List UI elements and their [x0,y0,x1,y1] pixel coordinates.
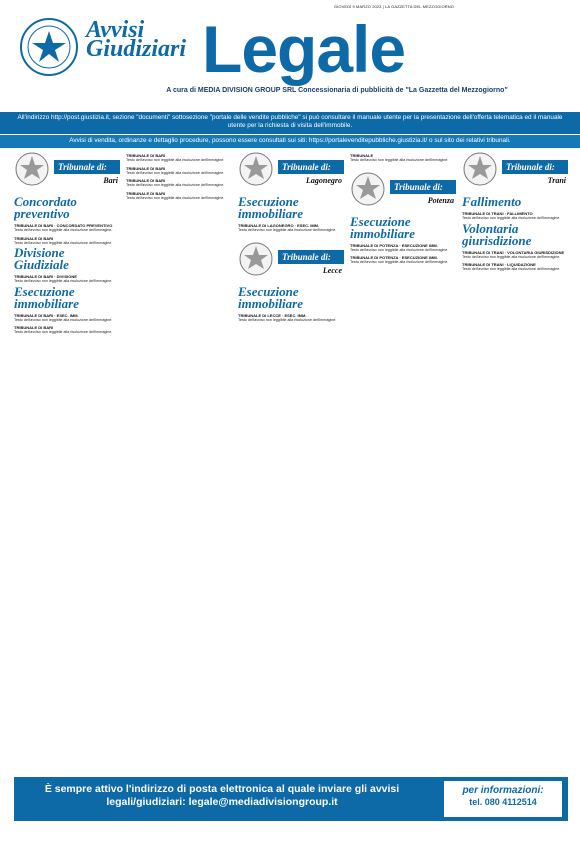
info-phone: tel. 080 4112514 [469,797,537,807]
tribunal-header [238,150,344,192]
section-heading: Esecuzione immobiliare [14,283,79,311]
column [462,150,568,773]
notice-body [238,318,344,323]
notice-title: TRIBUNALE DI LECCE · ESEC. IMM. [238,312,307,318]
notice-title: TRIBUNALE DI BARI · ESEC. IMM. [14,312,79,318]
column [238,150,344,773]
notice-title: TRIBUNALE DI POTENZA · ESECUZIONE IMM. [350,242,438,248]
republic-emblem-icon [238,240,274,278]
tribunal-header [14,150,120,192]
notice-body [238,228,344,233]
bottom-message: È sempre attivo l'indirizzo di posta elettronica al quale inviare gli avvisi legali/giudiziari: legale@mediadivisiongroup.it [44,783,400,808]
notice-title: TRIBUNALE [350,153,374,158]
republic-emblem-icon [462,150,498,188]
section-heading: Esecuzione immobiliare [350,213,415,241]
notice-title: TRIBUNALE DI BARI · DIVISIONE [14,274,77,279]
info-band-portal: All'indirizzo http://post.giustizia.it, sezione "documenti" sottosezione "portale delle vendite pubbliche" si può consultare il manuale utente per la presentazione dell'offerta telematica ed il manuale utente per la richiesta di visita dell'immobile. [0,112,580,134]
notice-body [350,158,456,163]
tribunal-header [350,170,456,212]
info-band-websites: Avvisi di vendita, ordinanze e dettaglio procedure, possono essere consultati sui siti: https://portalevenditepubbliche.giustizia.it/ o sul sito dei relativi tribunali. [0,135,580,148]
tribunal-city: Lagonegro [306,176,342,185]
tribunal-header [238,240,344,282]
notice-placeholder: Testo dell'avviso non leggibile alla risoluzione dell'immagine. [350,247,449,252]
notice-title: TRIBUNALE DI BARI [126,190,166,196]
section-heading: Esecuzione immobiliare [238,283,303,311]
notice-title: TRIBUNALE DI BARI [126,165,166,171]
section-heading: Divisione Giudiziale [14,245,69,272]
info-box [444,781,562,817]
notice-placeholder: Testo dell'avviso non leggibile alla risoluzione dell'immagine. [462,267,561,271]
notice-placeholder: Testo dell'avviso non leggibile alla risoluzione dell'immagine. [126,170,225,175]
notice-placeholder: Testo dell'avviso non leggibile alla risoluzione dell'immagine. [462,254,561,259]
tribunal-header [462,150,568,192]
masthead-title-line1: Avvisi [86,17,145,43]
columns-area [14,150,568,773]
notice-placeholder: Testo dell'avviso non leggibile alla risoluzione dell'immagine. [14,240,113,245]
notice-placeholder: Testo dell'avviso non leggibile alla risoluzione dell'immagine. [14,317,113,322]
dateline: GIOVEDÌ 9 MARZO 2023 | LA GAZZETTA DEL MEZZOGIORNO [333,4,454,9]
notice-placeholder: Testo dell'avviso non leggibile alla risoluzione dell'immagine. [14,228,113,232]
masthead [18,13,562,110]
notice-placeholder: Testo dell'avviso non leggibile alla risoluzione dell'immagine. [14,330,113,334]
masthead-legale: Legale [202,12,406,86]
notice-body [350,260,456,265]
notice-body [462,216,568,221]
notice-placeholder: Testo dell'avviso non leggibile alla risoluzione dell'immagine. [238,228,337,232]
tribunal-city: Trani [547,176,566,185]
info-label: per informazioni: [462,785,544,796]
notice-title: TRIBUNALE DI TRANI · VOLONTARIA GIURISDIZIONE [462,249,565,255]
section-heading: Fallimento [462,194,522,209]
notice-placeholder: Testo dell'avviso non leggibile alla risoluzione dell'immagine. [126,158,225,162]
notice-body [14,228,120,233]
column [14,150,120,773]
notice-body [126,171,232,176]
section-heading: Volontaria giurisdizione [462,220,532,248]
republic-emblem-icon [350,170,386,208]
notice-title: TRIBUNALE DI BARI [126,153,166,158]
notice-title: TRIBUNALE DI TRANI · LIQUIDAZIONE [462,262,536,267]
notice-body [462,267,568,272]
masthead-subtitle: A cura di MEDIA DIVISION GROUP SRL Concessionaria di pubblicità de "La Gazzetta del Mezzogiorno" [166,87,508,94]
tribunal-label: Tribunale di: [278,160,344,174]
republic-emblem-icon [238,150,274,188]
tribunal-label: Tribunale di: [390,180,456,194]
notice-body [350,248,456,253]
notice-body [126,183,232,188]
notice-placeholder: Testo dell'avviso non leggibile alla risoluzione dell'immagine. [14,279,113,283]
tribunal-label: Tribunale di: [502,160,568,174]
column [350,150,456,773]
column [126,150,232,773]
notice-body [126,196,232,201]
notice-title: TRIBUNALE DI BARI · CONCORDATO PREVENTIVO [14,223,113,228]
notice-title: TRIBUNALE DI TRANI · FALLIMENTO [462,211,533,216]
tribunal-label: Tribunale di: [278,250,344,264]
bottom-banner [14,777,568,821]
notice-body [462,255,568,260]
tribunal-city: Bari [103,176,118,185]
notice-title: TRIBUNALE DI BARI [126,178,166,183]
notice-placeholder: Testo dell'avviso non leggibile alla risoluzione dell'immagine. [462,216,561,220]
notice-title: TRIBUNALE DI BARI [14,235,54,241]
notice-placeholder: Testo dell'avviso non leggibile alla risoluzione dell'immagine. [350,158,449,162]
notice-title: TRIBUNALE DI LAGONEGRO · ESEC. IMM. [238,223,320,228]
republic-seal-icon [18,17,80,77]
notice-placeholder: Testo dell'avviso non leggibile alla risoluzione dell'immagine. [350,260,449,264]
notice-title: TRIBUNALE DI BARI [14,325,54,330]
notice-title: TRIBUNALE DI POTENZA · ESECUZIONE IMM. [350,255,438,260]
tribunal-city: Potenza [427,195,454,205]
masthead-title-line2: Giudiziari [86,36,187,62]
republic-emblem-icon [14,150,50,188]
section-heading: Concordato preventivo [14,194,77,221]
tribunal-label: Tribunale di: [54,160,120,174]
notice-body [14,279,120,284]
notice-placeholder: Testo dell'avviso non leggibile alla risoluzione dell'immagine. [126,183,225,187]
notice-body [14,330,120,335]
notice-body [14,318,120,323]
tribunal-city: Lecce [322,265,342,275]
notice-placeholder: Testo dell'avviso non leggibile alla risoluzione dell'immagine. [238,317,337,322]
notice-placeholder: Testo dell'avviso non leggibile alla risoluzione dell'immagine. [126,195,225,200]
masthead-title [86,17,201,73]
notice-body [126,158,232,163]
section-heading: Esecuzione immobiliare [238,194,303,221]
